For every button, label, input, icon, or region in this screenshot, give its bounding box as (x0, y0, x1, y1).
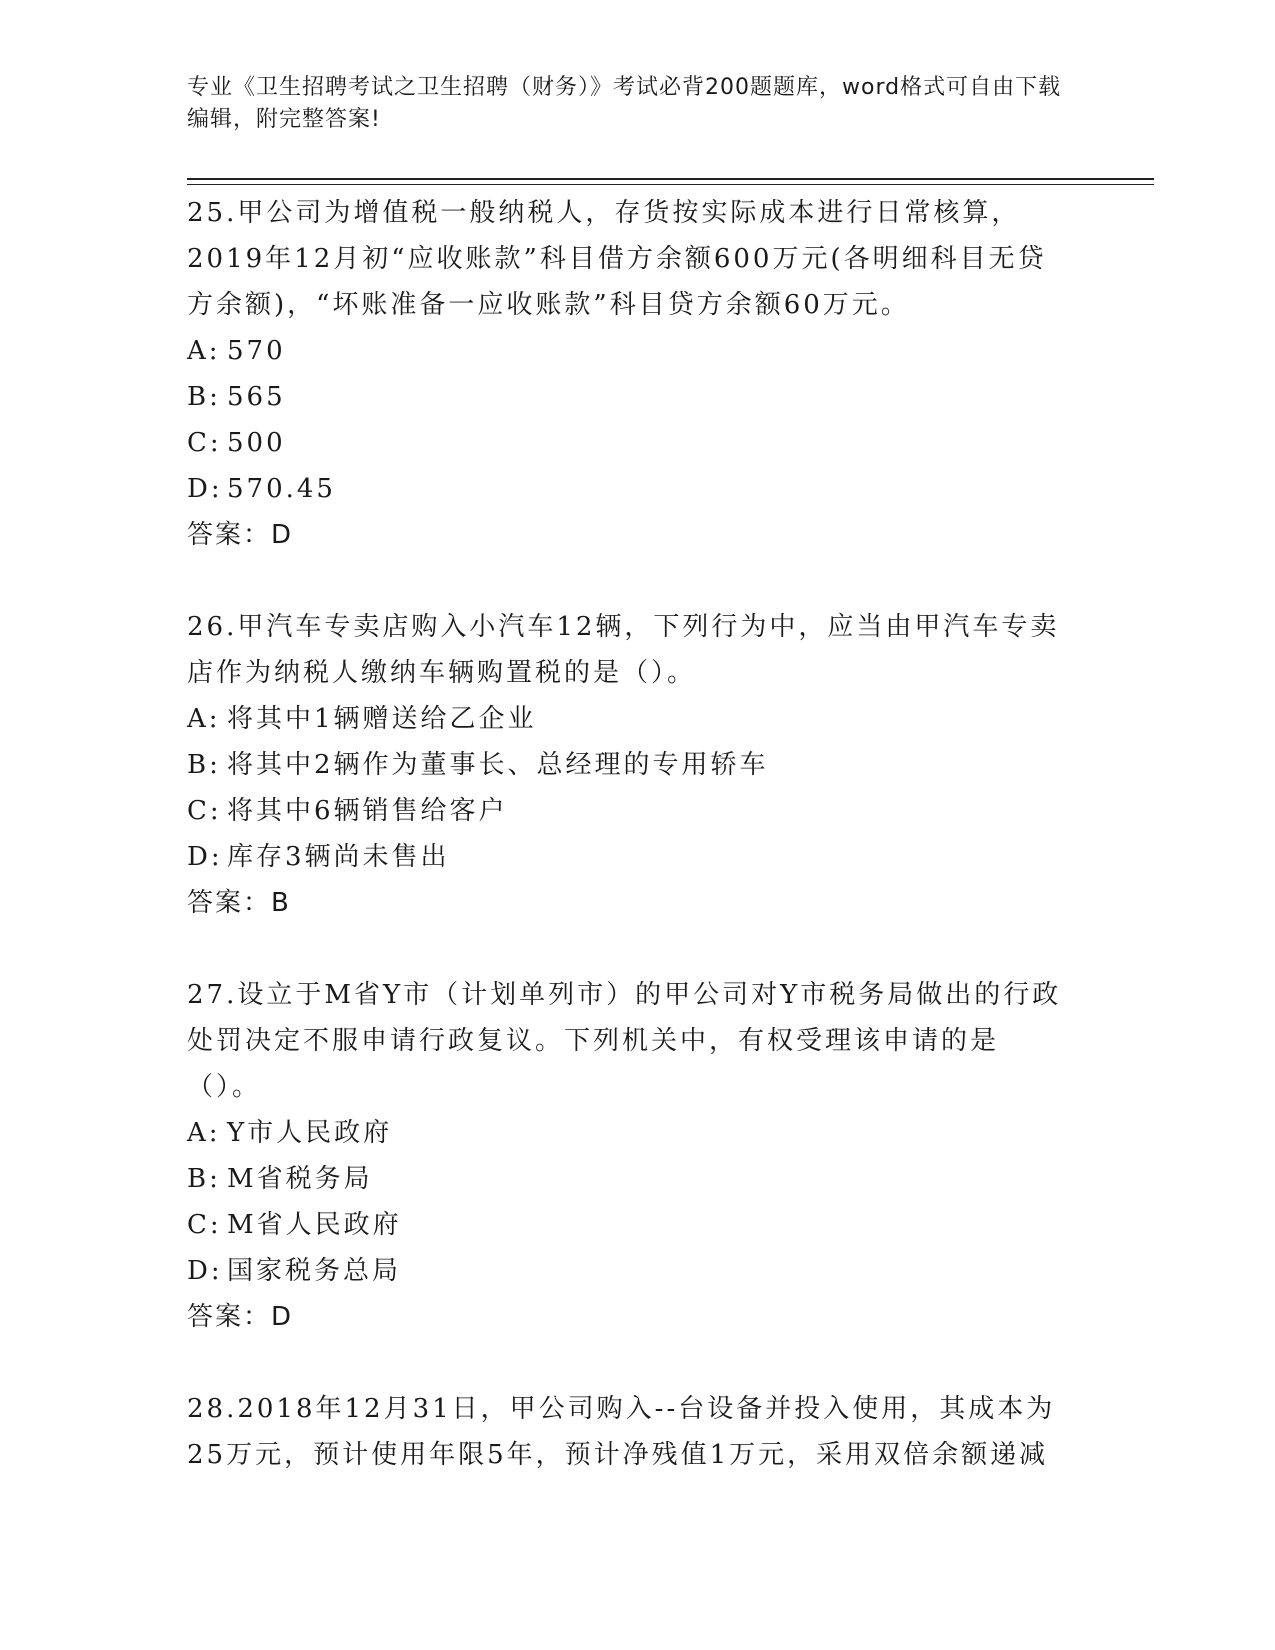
question-28 (187, 1386, 1067, 1478)
option-b (187, 1156, 1067, 1202)
option-key: D: (187, 1256, 223, 1286)
option-text: 将其中1辆赠送给乙企业 (227, 704, 537, 734)
option-text: 库存3辆尚未售出 (227, 842, 450, 872)
question-stem: 25.甲公司为增值税一般纳税人，存货按实际成本进行日常核算，2019年12月初“应收账款”科目借方余额600万元(各明细科目无贷方余额)，“坏账准备一应收账款”科目贷方余额60万元。 (187, 198, 1047, 320)
option-key: A: (187, 1118, 221, 1148)
option-text: 将其中2辆作为董事长、总经理的专用轿车 (227, 750, 769, 780)
option-key: A: (187, 336, 221, 366)
option-text: 500 (227, 428, 286, 458)
question-27 (187, 972, 1067, 1340)
answer-line (187, 1294, 1067, 1340)
option-key: A: (187, 704, 221, 734)
option-text: M省人民政府 (227, 1210, 402, 1240)
option-text: Y市人民政府 (227, 1118, 393, 1148)
question-stem: 27.设立于M省Y市（计划单列市）的甲公司对Y市税务局做出的行政处罚决定不服申请行政复议。下列机关中，有权受理该申请的是（）。 (187, 980, 1062, 1102)
option-b (187, 742, 1067, 788)
question-stem: 26.甲汽车专卖店购入小汽车12辆，下列行为中，应当由甲汽车专卖店作为纳税人缴纳车辆购置税的是（）。 (187, 612, 1060, 688)
option-a (187, 328, 1067, 374)
question-list (187, 190, 1067, 1524)
document-header: 专业《卫生招聘考试之卫生招聘（财务）》考试必背200题题库，word格式可自由下载编辑，附完整答案! (187, 75, 1062, 132)
option-key: D: (187, 474, 223, 504)
answer-label: 答案： (187, 1302, 272, 1332)
header-divider-thick (187, 178, 1154, 180)
question-25 (187, 190, 1067, 558)
option-key: C: (187, 796, 222, 826)
option-a (187, 696, 1067, 742)
header-divider-thin (187, 184, 1154, 185)
option-text: 565 (227, 382, 286, 412)
answer-label: 答案： (187, 888, 272, 918)
option-key: D: (187, 842, 223, 872)
option-d (187, 834, 1067, 880)
option-b (187, 374, 1067, 420)
question-stem: 28.2018年12月31日，甲公司购入--台设备并投入使用，其成本为25万元，预计使用年限5年，预计净残值1万元，采用双倍余额递减 (187, 1394, 1056, 1470)
option-text: 将其中6辆销售给客户 (227, 796, 508, 826)
option-a (187, 1110, 1067, 1156)
option-text: 570.45 (227, 474, 336, 504)
option-key: B: (187, 750, 221, 780)
answer-line (187, 512, 1067, 558)
answer-line (187, 880, 1067, 926)
option-text: 国家税务总局 (227, 1256, 402, 1286)
option-key: C: (187, 428, 222, 458)
option-c (187, 420, 1067, 466)
answer-value: D (271, 1302, 294, 1332)
option-text: M省税务局 (227, 1164, 373, 1194)
option-c (187, 1202, 1067, 1248)
answer-value: B (271, 888, 291, 918)
question-26 (187, 604, 1067, 926)
answer-label: 答案： (187, 520, 272, 550)
option-d (187, 466, 1067, 512)
option-d (187, 1248, 1067, 1294)
option-c (187, 788, 1067, 834)
option-key: C: (187, 1210, 222, 1240)
option-key: B: (187, 382, 221, 412)
option-key: B: (187, 1164, 221, 1194)
answer-value: D (271, 520, 294, 550)
option-text: 570 (227, 336, 286, 366)
